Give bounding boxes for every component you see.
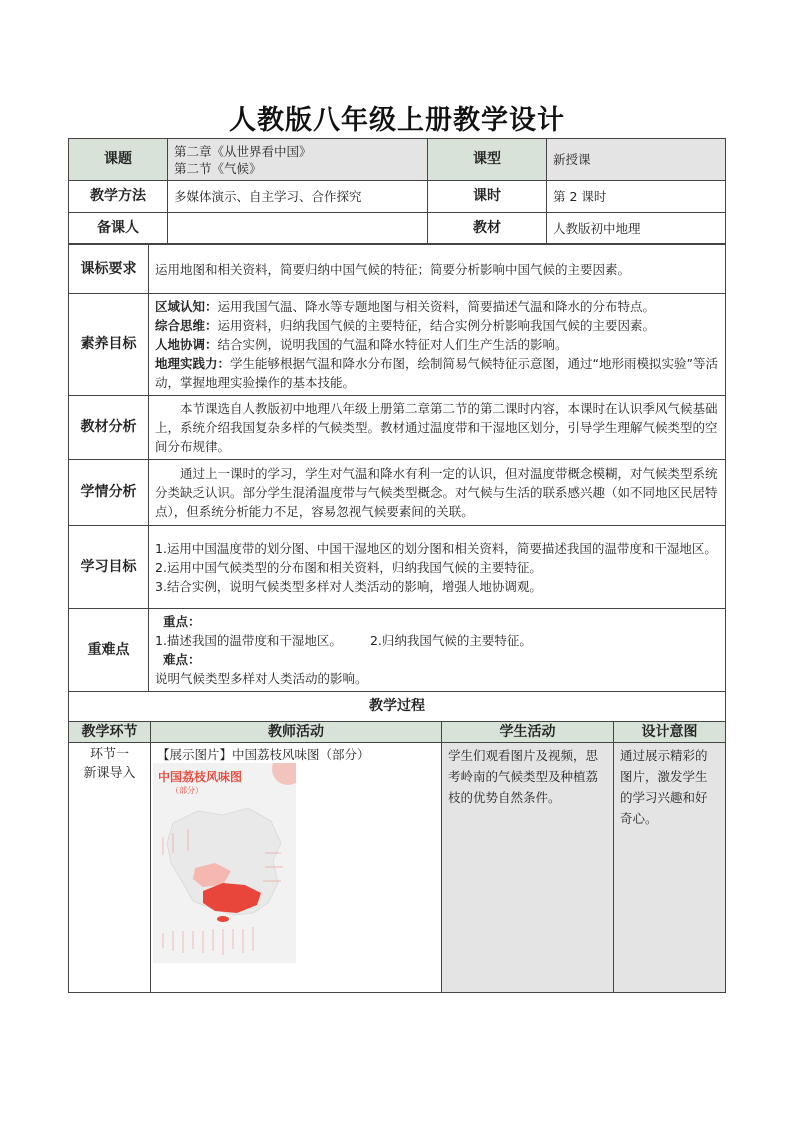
col-intent: 设计意图 [614, 722, 726, 743]
difficulty-head: 难点： [163, 652, 201, 667]
method-label: 教学方法 [69, 181, 168, 213]
design-intent: 通过展示精彩的图片，激发学生的学习兴趣和好奇心。 [614, 743, 726, 993]
goal-item: 2.运用中国气候类型的分布图和相关资料，归纳我国气候的主要特征。 [155, 559, 542, 575]
type-value: 新授课 [547, 139, 726, 181]
textbook-label: 教材 [428, 213, 547, 244]
teacher-tag: 【展示图片】 [157, 747, 233, 762]
period-label: 课时 [428, 181, 547, 213]
lychee-flavor-map-image [153, 763, 296, 963]
teacher-label: 备课人 [69, 213, 168, 244]
document-title: 人教版八年级上册教学设计 [229, 105, 565, 136]
lesson-info-table [68, 138, 726, 244]
literacy-item: 综合思维：运用资料，归纳我国气候的主要特征，结合实例分析影响我国气候的主要因素。 [155, 318, 656, 333]
students-text: 通过上一课时的学习，学生对气温和降水有利一定的认识，但对温度带概念模糊，对气候类型系统分类缺乏认识。部分学生混淆温度带与气候类型概念。对气候与生活的联系感兴趣（如不同地区民居特点），但系统分析能力不足，容易忽视气候要素间的关联。 [149, 460, 726, 526]
literacy-item: 人地协调：结合实例，说明我国的气温和降水特征对人们生产生活的影响。 [155, 337, 568, 352]
key-point-1: 1.描述我国的温带度和干湿地区。 [155, 633, 342, 648]
textbook-value: 人教版初中地理 [547, 213, 726, 244]
analysis-text: 本节课选自人教版初中地理八年级上册第二章第二节的第二课时内容，本课时在认识季风气候基础上，系统介绍我国复杂多样的气候类型。教材通过温度带和干湿地区划分，引导学生理解气候类型的空间分布规律。 [149, 396, 726, 460]
difficulty-text: 说明气候类型多样对人类活动的影响。 [155, 671, 368, 686]
key-point-2: 2.归纳我国气候的主要特征。 [369, 633, 532, 648]
stage-number: 环节一 [89, 747, 129, 762]
lesson-body-table [68, 244, 726, 692]
lesson-label: 课题 [69, 139, 168, 181]
col-student: 学生活动 [442, 722, 614, 743]
hainan-shape [217, 916, 229, 922]
literacy-label: 素养目标 [69, 294, 149, 396]
period-value: 第 2 课时 [547, 181, 726, 213]
goal-item: 3.结合实例，说明气候类型多样对人类活动的影响，增强人地协调观。 [155, 578, 542, 594]
map-subtitle: （部分） [171, 786, 203, 795]
standards-label: 课标要求 [69, 245, 149, 294]
col-teacher: 教师活动 [151, 722, 442, 743]
literacy-item: 区域认知：运用我国气温、降水等专题地图与相关资料，简要描述气温和降水的分布特点。 [155, 299, 656, 314]
student-activity: 学生们观看图片及视频，思考岭南的气候类型及种植荔枝的优势自然条件。 [442, 743, 614, 993]
teacher-text: 中国荔枝风味图（部分） [232, 747, 370, 762]
method-value: 多媒体演示、自主学习、合作探究 [168, 181, 428, 213]
goal-item: 1.运用中国温度带的划分图、中国干湿地区的划分图和相关资料，简要描述我国的温带度和干湿地区。 [155, 540, 717, 556]
standards-text: 运用地图和相关资料，简要归纳中国气候的特征；简要分析影响中国气候的主要因素。 [149, 245, 726, 294]
process-title: 教学过程 [69, 692, 726, 722]
col-stage: 教学环节 [69, 722, 151, 743]
type-label: 课型 [428, 139, 547, 181]
keypoints-label: 重难点 [69, 609, 149, 692]
key-head: 重点： [163, 614, 201, 629]
students-label: 学情分析 [69, 460, 149, 526]
lesson-chapter: 第二章《从世界看中国》 [174, 143, 312, 159]
literacy-item: 地理实践力：学生能够根据气温和降水分布图，绘制简易气候特征示意图，通过“地形雨模拟实验”等活动，掌握地理实验操作的基本技能。 [155, 356, 718, 390]
analysis-label: 教材分析 [69, 396, 149, 460]
lesson-section: 第二节《气候》 [174, 160, 262, 176]
stage-name: 新课导入 [83, 766, 136, 781]
goals-label: 学习目标 [69, 526, 149, 609]
lychee-map-graphic [153, 763, 296, 963]
teacher-value [168, 213, 428, 244]
map-title: 中国荔枝风味图 [158, 770, 243, 784]
decorative-circle [272, 763, 296, 785]
